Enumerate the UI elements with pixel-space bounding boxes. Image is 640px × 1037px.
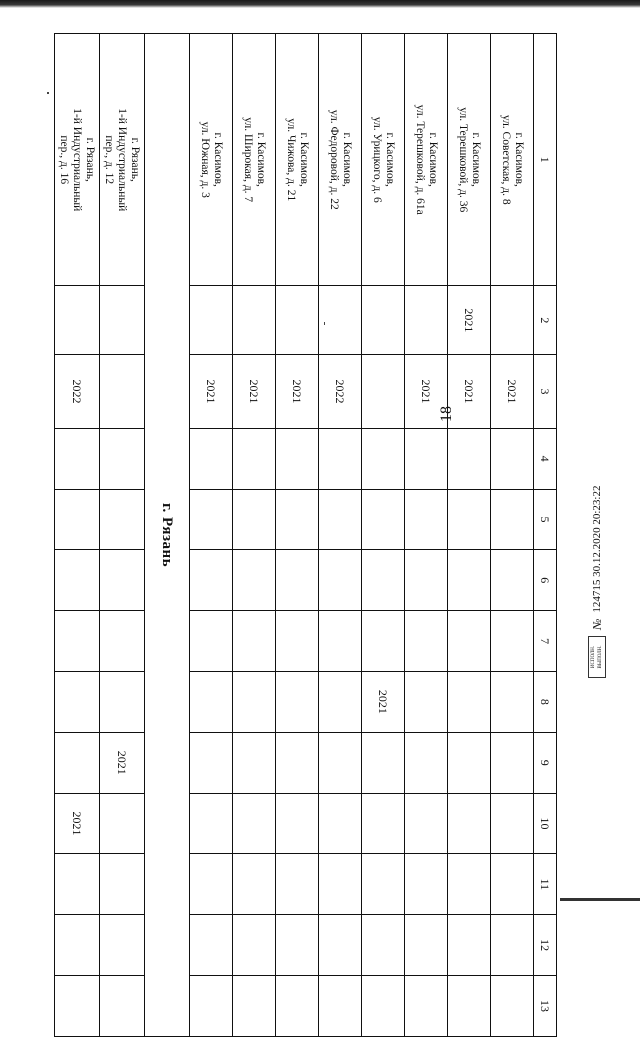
year-cell: 2021	[190, 355, 233, 428]
year-cell	[405, 672, 448, 733]
year-cell	[55, 286, 100, 355]
address-line: г. Касимов,	[427, 132, 439, 187]
address-line: 1-й Индустриальный	[116, 108, 129, 212]
document-number-symbol: №	[589, 618, 604, 630]
year-cell: 2021	[491, 355, 534, 428]
page-number: 18	[438, 406, 455, 422]
address-line: г. Касимов,	[298, 132, 310, 187]
scan-speck	[47, 92, 49, 94]
header-cell: 7	[534, 611, 557, 672]
year-cell	[405, 489, 448, 550]
address-line: г. Касимов,	[513, 132, 525, 187]
year-cell	[276, 286, 319, 355]
year-cell	[276, 854, 319, 915]
table-row	[491, 34, 534, 1037]
address-cell	[233, 34, 276, 286]
address-cell	[100, 34, 145, 286]
year-cell	[448, 672, 491, 733]
year-cell	[190, 428, 233, 489]
year-cell	[276, 428, 319, 489]
table-row	[276, 34, 319, 1037]
table-row	[405, 34, 448, 1037]
header-cell: 8	[534, 672, 557, 733]
year-cell	[448, 611, 491, 672]
year-cell	[319, 915, 362, 976]
year-cell	[491, 976, 534, 1037]
year-cell	[233, 793, 276, 854]
address-line: г. Рязань,	[129, 137, 142, 182]
year-cell	[405, 611, 448, 672]
year-cell	[362, 854, 405, 915]
header-row	[534, 34, 557, 1037]
scan-edge-bottom	[560, 898, 640, 901]
address-cell	[362, 34, 405, 286]
year-cell	[405, 428, 448, 489]
year-cell	[190, 489, 233, 550]
address-line: ул. Терешковой, д. 61а	[414, 104, 426, 215]
year-cell	[319, 611, 362, 672]
year-cell	[100, 489, 145, 550]
year-cell	[448, 793, 491, 854]
year-cell	[448, 854, 491, 915]
year-cell	[190, 550, 233, 611]
year-cell: 2021	[405, 355, 448, 428]
year-cell	[276, 915, 319, 976]
year-cell	[190, 976, 233, 1037]
document-registration-text: 124715 30.12.2020 20:23:22	[591, 485, 603, 613]
year-cell	[362, 611, 405, 672]
year-cell	[276, 672, 319, 733]
year-cell	[405, 793, 448, 854]
year-cell	[233, 732, 276, 793]
year-cell	[233, 854, 276, 915]
year-cell	[491, 611, 534, 672]
year-cell	[448, 428, 491, 489]
year-cell	[448, 915, 491, 976]
year-cell: 2022	[319, 355, 362, 428]
section-title: г. Рязань	[145, 34, 190, 1037]
year-cell	[190, 611, 233, 672]
address-line: 1-й Индустриальный	[71, 108, 84, 212]
year-cell	[190, 672, 233, 733]
year-cell	[100, 355, 145, 428]
year-cell	[100, 672, 145, 733]
year-cell: 2021	[362, 672, 405, 733]
table-row	[100, 34, 145, 1037]
header-cell: 3	[534, 355, 557, 428]
year-cell	[190, 915, 233, 976]
year-cell	[405, 732, 448, 793]
year-cell: 2021	[276, 355, 319, 428]
year-cell	[319, 286, 362, 355]
year-cell	[362, 286, 405, 355]
year-cell	[100, 550, 145, 611]
address-cell	[491, 34, 534, 286]
year-cell	[100, 428, 145, 489]
year-cell	[319, 976, 362, 1037]
year-cell	[491, 550, 534, 611]
year-cell: 2021	[100, 732, 145, 793]
year-cell	[405, 550, 448, 611]
year-cell	[233, 550, 276, 611]
year-cell	[100, 976, 145, 1037]
year-cell	[276, 611, 319, 672]
address-line: г. Касимов,	[341, 132, 353, 187]
address-line: г. Касимов,	[255, 132, 267, 187]
year-cell	[100, 793, 145, 854]
year-cell	[233, 915, 276, 976]
year-cell	[190, 286, 233, 355]
year-cell	[233, 489, 276, 550]
year-cell	[55, 428, 100, 489]
year-cell	[319, 672, 362, 733]
section-row	[145, 34, 190, 1037]
year-cell	[276, 489, 319, 550]
scan-edge-top	[0, 0, 640, 8]
year-cell	[55, 550, 100, 611]
year-cell: 2021	[233, 355, 276, 428]
year-cell	[405, 976, 448, 1037]
address-line: ул. Южная, д. 3	[199, 121, 211, 198]
header-cell: 10	[534, 793, 557, 854]
year-cell	[362, 915, 405, 976]
year-cell	[362, 428, 405, 489]
table-body	[55, 34, 557, 1037]
address-cell	[190, 34, 233, 286]
year-cell	[362, 793, 405, 854]
year-cell	[405, 915, 448, 976]
address-line: ул. Чижова, д. 21	[285, 118, 297, 202]
header-cell: 2	[534, 286, 557, 355]
header-cell: 11	[534, 854, 557, 915]
address-cell	[405, 34, 448, 286]
year-cell	[233, 976, 276, 1037]
document-footer	[585, 158, 609, 678]
address-line: г. Касимов,	[212, 132, 224, 187]
year-cell	[491, 428, 534, 489]
table-row	[55, 34, 100, 1037]
year-cell	[491, 915, 534, 976]
address-line: пер., д. 16	[58, 135, 71, 185]
year-cell	[362, 550, 405, 611]
year-cell: 2021	[448, 355, 491, 428]
year-cell	[491, 793, 534, 854]
year-cell	[319, 854, 362, 915]
registration-stamp: ИСПОЛН. ВЫПОЛН.	[588, 636, 606, 678]
address-line: пер., д. 12	[103, 135, 116, 185]
address-cell	[448, 34, 491, 286]
year-cell	[319, 732, 362, 793]
year-cell	[55, 489, 100, 550]
year-cell	[448, 976, 491, 1037]
year-cell	[100, 915, 145, 976]
address-cell	[319, 34, 362, 286]
header-cell: 5	[534, 489, 557, 550]
header-cell: 12	[534, 915, 557, 976]
year-cell	[405, 854, 448, 915]
address-line: ул. Урицкого, д. 6	[371, 116, 383, 203]
year-cell	[448, 732, 491, 793]
year-cell	[190, 732, 233, 793]
year-cell: 2022	[55, 355, 100, 428]
year-cell	[276, 550, 319, 611]
table-row	[319, 34, 362, 1037]
table-row	[190, 34, 233, 1037]
year-cell	[491, 672, 534, 733]
address-line: г. Касимов,	[384, 132, 396, 187]
year-cell: 2021	[448, 286, 491, 355]
year-cell	[491, 489, 534, 550]
year-cell	[233, 672, 276, 733]
year-cell	[100, 286, 145, 355]
year-cell	[55, 976, 100, 1037]
header-cell: 6	[534, 550, 557, 611]
year-cell	[233, 286, 276, 355]
year-cell	[190, 854, 233, 915]
address-cell	[276, 34, 319, 286]
year-cell	[491, 854, 534, 915]
year-cell: 2021	[55, 793, 100, 854]
header-cell: 9	[534, 732, 557, 793]
year-cell	[491, 286, 534, 355]
year-cell	[233, 611, 276, 672]
year-cell	[100, 854, 145, 915]
address-line: г. Рязань,	[84, 137, 97, 182]
address-cell	[55, 34, 100, 286]
year-cell	[491, 732, 534, 793]
address-line: ул. Широкая, д. 7	[242, 117, 254, 203]
header-cell: 1	[534, 34, 557, 286]
year-cell	[276, 793, 319, 854]
year-cell	[405, 286, 448, 355]
schedule-table	[54, 33, 557, 1037]
address-line: г. Касимов,	[470, 132, 482, 187]
year-cell	[55, 672, 100, 733]
header-cell: 13	[534, 976, 557, 1037]
table-row	[362, 34, 405, 1037]
year-cell	[55, 611, 100, 672]
address-line: ул. Терешковой, д. 36	[457, 107, 469, 213]
year-cell	[55, 854, 100, 915]
year-cell	[276, 976, 319, 1037]
table-row	[448, 34, 491, 1037]
year-cell	[362, 732, 405, 793]
year-cell	[319, 793, 362, 854]
year-cell	[233, 428, 276, 489]
year-cell	[190, 793, 233, 854]
address-line: ул. Советская, д. 8	[500, 114, 512, 205]
year-cell	[55, 915, 100, 976]
year-cell	[362, 489, 405, 550]
table-row	[233, 34, 276, 1037]
year-cell	[319, 489, 362, 550]
address-line: ул. Федоровой, д. 22	[328, 109, 340, 210]
year-cell	[276, 732, 319, 793]
header-cell: 4	[534, 428, 557, 489]
year-cell	[55, 732, 100, 793]
year-cell	[448, 489, 491, 550]
year-cell	[319, 428, 362, 489]
year-cell	[319, 550, 362, 611]
year-cell	[448, 550, 491, 611]
year-cell	[362, 355, 405, 428]
year-cell	[100, 611, 145, 672]
year-cell	[362, 976, 405, 1037]
